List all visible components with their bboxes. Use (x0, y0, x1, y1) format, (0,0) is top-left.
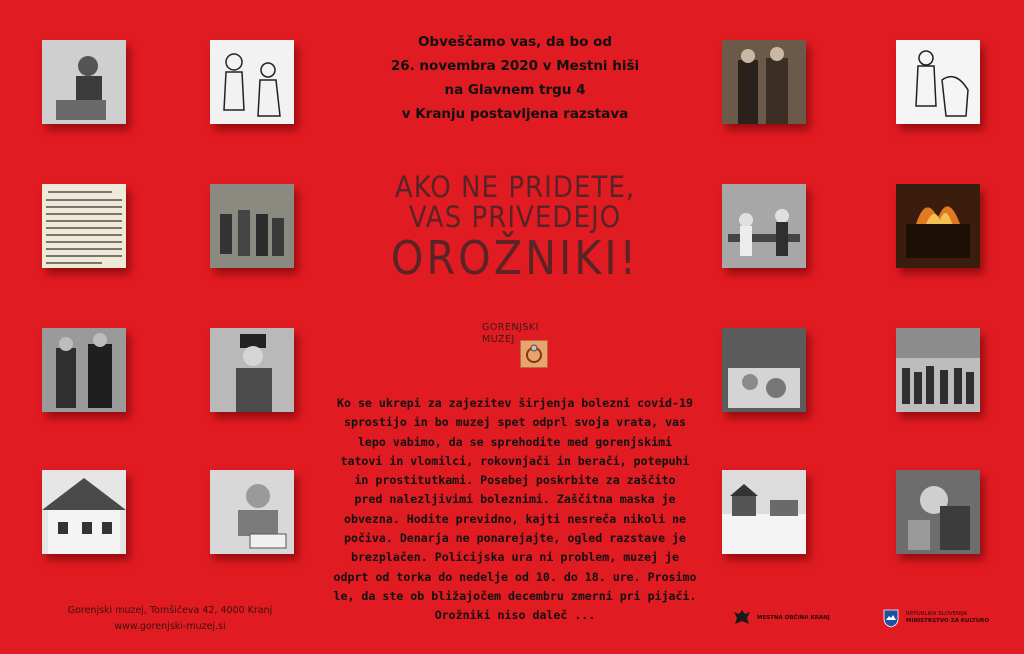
sponsor-ministry (882, 608, 989, 628)
ministry-line-1: REPUBLIKA SLOVENIJA (906, 611, 967, 617)
exhibition-description (330, 394, 700, 626)
photo-illustration-figures (210, 40, 294, 124)
photo-table-objects (722, 328, 806, 412)
photo-foundry-worker (896, 470, 980, 554)
photo-newspaper-clipping (42, 184, 126, 268)
photo-soldiers-group (210, 184, 294, 268)
description-line: sprostijo in bo muzej spet odprl svoja vrata, vas (343, 415, 687, 430)
kranj-eagle-icon (733, 608, 751, 628)
photo-couple-doorway (722, 40, 806, 124)
description-line: Ko se ukrepi za zajezitev širjenja bolezni covid-19 (337, 396, 693, 410)
description-line: Orožniki niso daleč ... (434, 608, 596, 623)
museum-contact (60, 603, 280, 635)
photo-old-house (42, 470, 126, 554)
description-line: počiva. Denarja ne ponarejajte, ogled razstave je (343, 531, 687, 546)
description-line: odprt od torka do nedelje od 10. do 18. ure. Prosimo (333, 569, 697, 584)
photo-crowd-street (896, 328, 980, 412)
ministry-line-2: MINISTRSTVO ZA KULTURO (906, 618, 990, 624)
photo-winter-landscape (722, 470, 806, 554)
slovenia-coat-of-arms-icon (882, 608, 900, 628)
intro-line: Obveščamo vas, da bo od (417, 34, 613, 50)
description-line: pred nalezljivimi boleznimi. Zaščitna maska je (354, 492, 676, 507)
description-line: brezplačen. Policijska ura ni problem, muzej je (350, 550, 680, 565)
sponsor-kranj (733, 608, 830, 628)
title-line-2: VAS PRIVEDEJO (408, 200, 622, 234)
photo-building-fire (896, 184, 980, 268)
intro-announcement (330, 30, 700, 126)
description-line: tatovi in vlomilci, rokovnjači in berači, potepuhi (340, 453, 690, 468)
title-line-1: AKO NE PRIDETE, (394, 170, 636, 204)
gorenjski-muzej-logo (482, 322, 548, 370)
photo-man-writing (210, 470, 294, 554)
photo-gendarme-portrait (42, 40, 126, 124)
photo-old-man-hat (210, 328, 294, 412)
intro-line: 26. novembra 2020 v Mestni hiši (390, 58, 640, 74)
intro-line: na Glavnem trgu 4 (444, 82, 586, 98)
photo-illustration-soldier (896, 40, 980, 124)
title-line-3: OROŽNIKI! (390, 231, 640, 285)
museum-address: Gorenjski muzej, Tomšičeva 42, 4000 Kranj (67, 605, 273, 616)
sponsor-kranj-label: MESTNA OBČINA KRANJ (757, 615, 830, 621)
photo-women-street (42, 328, 126, 412)
description-line: in prostitutkami. Posebej poskrbite za zaščito (354, 473, 676, 488)
logo-text-1: GORENJSKI (482, 322, 539, 333)
exhibition-title (360, 172, 670, 284)
photo-men-at-table (722, 184, 806, 268)
museum-website-link[interactable]: www.gorenjski-muzej.si (114, 621, 226, 632)
intro-line: v Kranju postavljena razstava (401, 106, 629, 122)
description-line: lepo vabimo, da se sprehodite med gorenjskimi (357, 434, 673, 449)
description-line: le, da ste ob bližajočem decembru zmerni pri pijači. (333, 588, 697, 603)
logo-text-2: MUZEJ (482, 334, 515, 345)
ring-icon (520, 340, 548, 368)
description-line: obvezna. Hodite previdno, kajti nesreča nikoli ne (343, 511, 687, 526)
